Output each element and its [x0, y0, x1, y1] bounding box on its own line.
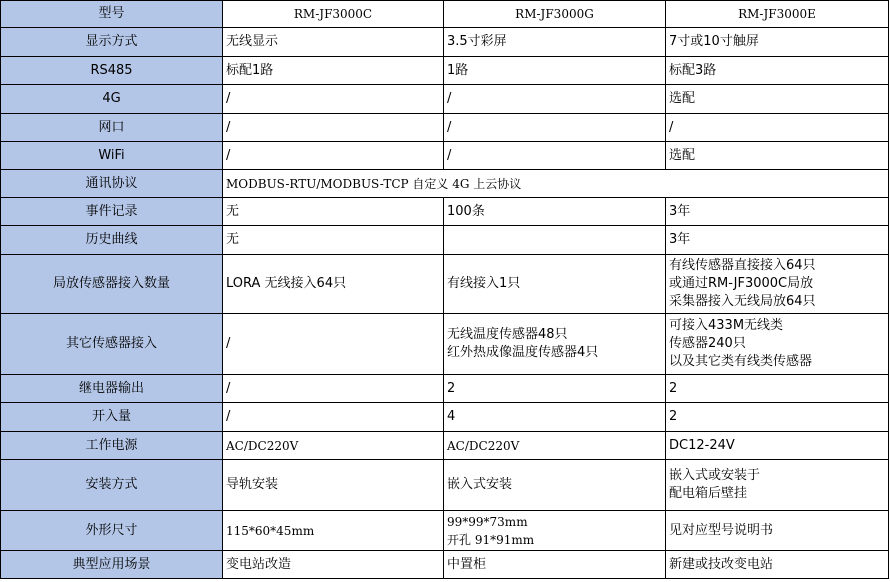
row-cell: 嵌入式或安装于 配电箱后壁挂 — [666, 460, 889, 511]
row-cell: 无 — [223, 198, 444, 226]
row-label: 典型应用场景 — [1, 551, 223, 579]
row-cell: 100条 — [444, 198, 666, 226]
table-row — [1, 198, 889, 226]
row-cell: 导轨安装 — [223, 460, 444, 511]
row-cell: 标配3路 — [666, 57, 889, 85]
row-cell: / — [223, 375, 444, 403]
row-label: 显示方式 — [1, 28, 223, 57]
row-cell: 无线温度传感器48只 红外热成像温度传感器4只 — [444, 314, 666, 375]
row-cell: 3年 — [666, 226, 889, 255]
model-header-g: RM-JF3000G — [444, 1, 666, 28]
protocol-cell: MODBUS-RTU/MODBUS-TCP 自定义 4G 上云协议 — [223, 170, 889, 198]
row-cell: 无线显示 — [223, 28, 444, 57]
row-cell: 选配 — [666, 85, 889, 114]
table-row — [1, 28, 889, 57]
row-cell: 99*99*73mm 开孔 91*91mm — [444, 511, 666, 551]
row-cell: / — [444, 114, 666, 142]
row-cell: 2 — [444, 375, 666, 403]
header-label: 型号 — [1, 1, 223, 28]
table-row — [1, 255, 889, 314]
row-label: 通讯协议 — [1, 170, 223, 198]
row-cell: 变电站改造 — [223, 551, 444, 579]
row-cell: AC/DC220V — [223, 432, 444, 460]
row-cell: 1路 — [444, 57, 666, 85]
row-cell: 中置柜 — [444, 551, 666, 579]
row-cell: / — [444, 85, 666, 114]
row-cell: 7寸或10寸触屏 — [666, 28, 889, 57]
row-label: 事件记录 — [1, 198, 223, 226]
row-label: WiFi — [1, 142, 223, 170]
row-cell: 可接入433M无线类 传感器240只 以及其它类有线类传感器 — [666, 314, 889, 375]
row-cell: 4 — [444, 403, 666, 432]
table-row — [1, 403, 889, 432]
table-row — [1, 375, 889, 403]
row-cell: LORA 无线接入64只 — [223, 255, 444, 314]
row-cell: 2 — [666, 403, 889, 432]
row-label: 历史曲线 — [1, 226, 223, 255]
row-cell: 3年 — [666, 198, 889, 226]
row-cell: DC12-24V — [666, 432, 889, 460]
row-cell: 新建或技改变电站 — [666, 551, 889, 579]
row-cell: / — [223, 403, 444, 432]
row-label: 安装方式 — [1, 460, 223, 511]
row-cell: 115*60*45mm — [223, 511, 444, 551]
table-header-row — [1, 1, 889, 28]
table-row — [1, 551, 889, 579]
row-cell: 选配 — [666, 142, 889, 170]
row-cell: AC/DC220V — [444, 432, 666, 460]
table-row — [1, 314, 889, 375]
row-label: 继电器输出 — [1, 375, 223, 403]
row-cell: 有线接入1只 — [444, 255, 666, 314]
row-cell: / — [444, 142, 666, 170]
row-cell: / — [223, 114, 444, 142]
table-row — [1, 114, 889, 142]
table-row — [1, 85, 889, 114]
row-cell: / — [223, 85, 444, 114]
model-header-c: RM-JF3000C — [223, 1, 444, 28]
model-header-e: RM-JF3000E — [666, 1, 889, 28]
row-cell: 无 — [223, 226, 444, 255]
table-row — [1, 170, 889, 198]
row-cell: / — [223, 142, 444, 170]
row-cell: 有线传感器直接接入64只 或通过RM-JF3000C局放 采集器接入无线局放64只 — [666, 255, 889, 314]
row-label: 外形尺寸 — [1, 511, 223, 551]
row-label: 网口 — [1, 114, 223, 142]
table-row — [1, 432, 889, 460]
table-row — [1, 511, 889, 551]
row-label: 开入量 — [1, 403, 223, 432]
row-cell: 嵌入式安装 — [444, 460, 666, 511]
row-cell — [444, 226, 666, 255]
row-label: 工作电源 — [1, 432, 223, 460]
table-row — [1, 226, 889, 255]
row-label: 局放传感器接入数量 — [1, 255, 223, 314]
row-cell: / — [666, 114, 889, 142]
table-row — [1, 142, 889, 170]
row-cell: 2 — [666, 375, 889, 403]
table-row — [1, 57, 889, 85]
row-cell: 标配1路 — [223, 57, 444, 85]
table-row — [1, 460, 889, 511]
row-cell: 3.5寸彩屏 — [444, 28, 666, 57]
row-cell: 见对应型号说明书 — [666, 511, 889, 551]
row-label: 其它传感器接入 — [1, 314, 223, 375]
row-label: RS485 — [1, 57, 223, 85]
row-label: 4G — [1, 85, 223, 114]
row-cell: / — [223, 314, 444, 375]
